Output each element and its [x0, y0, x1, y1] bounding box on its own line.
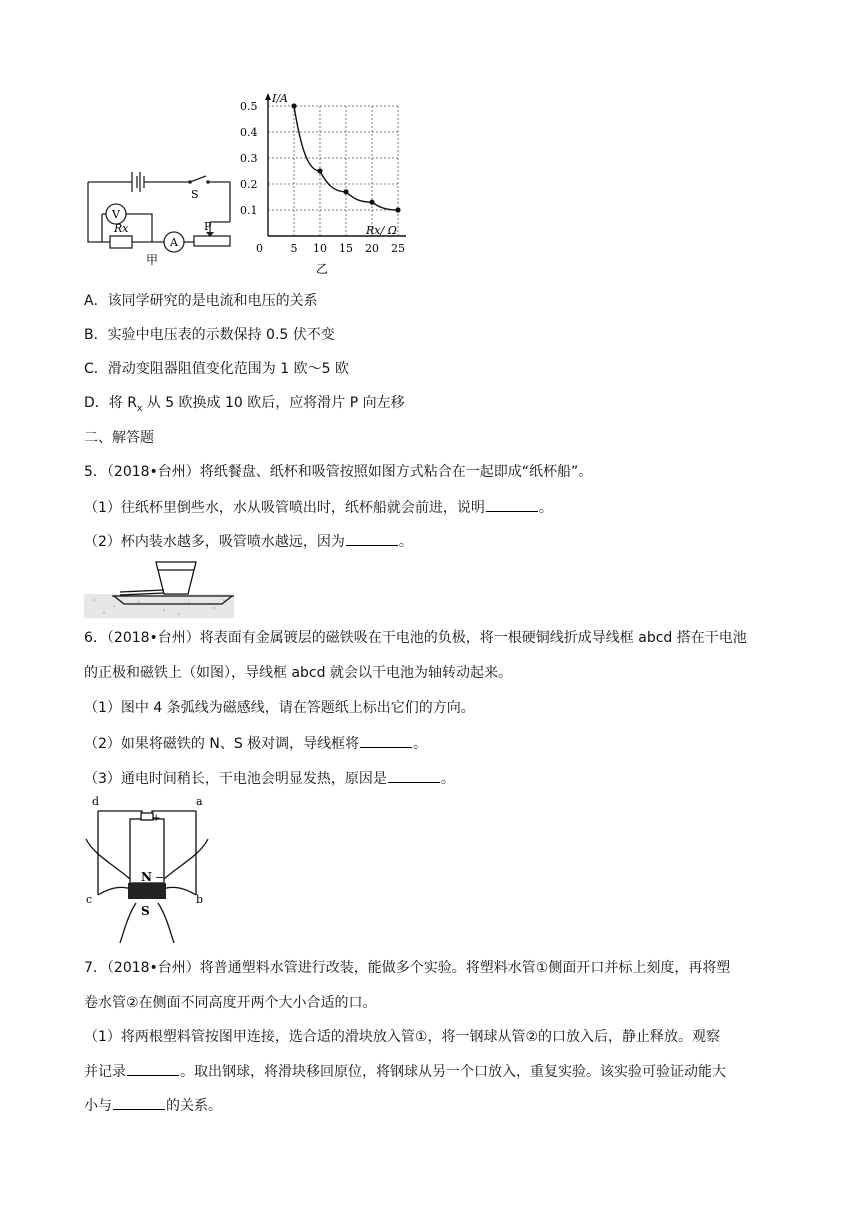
section-title: 二、解答题 — [84, 430, 154, 446]
magnet — [128, 883, 166, 899]
x-tick-label: 15 — [339, 242, 353, 255]
battery-motor-figure — [84, 795, 214, 945]
q6-part3-text: （3）通电时间稍长，干电池会明显发热，原因是 — [84, 771, 387, 787]
data-point — [291, 103, 296, 108]
slider-label: P — [204, 220, 212, 233]
q6-part2 — [84, 733, 427, 754]
y-tick-label: 0.5 — [240, 100, 258, 113]
label-n-pole: N — [141, 870, 152, 884]
label-c: c — [86, 893, 93, 906]
answer-blank[interactable] — [127, 1061, 179, 1076]
q6-stem-line2: 的正极和磁铁上（如图），导线框 abcd 就会以干电池为轴转动起来。 — [84, 665, 512, 681]
q5-part2-end: 。 — [398, 534, 413, 550]
x-axis-label: Rx/ Ω — [366, 224, 397, 237]
q5-part2 — [84, 531, 413, 552]
voltmeter-label: V — [112, 208, 120, 221]
data-point — [369, 200, 374, 205]
q6-part2-end: 。 — [413, 736, 428, 752]
answer-blank[interactable] — [113, 1095, 165, 1110]
q5-part1-text: （1）往纸杯里倒些水，水从吸管喷出时，纸杯船就会前进，说明 — [84, 500, 485, 516]
option-b: B．实验中电压表的示数保持 0.5 伏不变 — [84, 327, 335, 343]
current-resistance-graph — [236, 88, 436, 278]
switch-label: S — [191, 188, 199, 201]
q6-part3-end: 。 — [440, 771, 455, 787]
y-tick-label: 0.1 — [240, 204, 258, 217]
graph-caption: 乙 — [316, 262, 329, 276]
y-tick-label: 0.2 — [240, 178, 258, 191]
q5-stem: 5．（2018•台州）将纸餐盘、纸杯和吸管按照如图方式粘合在一起即成“纸杯船”。 — [84, 464, 593, 480]
y-tick-label: 0.4 — [240, 126, 258, 139]
q5-part1 — [84, 497, 553, 518]
x-tick-label: 5 — [290, 242, 298, 255]
circuit-caption: 甲 — [146, 253, 159, 267]
option-d-post: 从 5 欧换成 10 欧后，应将滑片 P 向左移 — [142, 395, 405, 411]
option-d-pre: D．将 R — [84, 395, 137, 411]
option-d-sub: x — [136, 403, 143, 414]
field-line — [164, 839, 208, 879]
x-tick-label: 20 — [365, 242, 379, 255]
q6-part3 — [84, 768, 455, 789]
wire-frame-bottom-left — [98, 887, 130, 895]
circuit-diagram — [84, 160, 244, 270]
label-d: d — [92, 795, 100, 808]
q7-part1-line3 — [84, 1095, 222, 1116]
field-line — [120, 903, 136, 943]
field-line — [158, 903, 174, 943]
q5-part1-end: 。 — [538, 500, 553, 516]
paper-cup-boat-figure — [84, 556, 234, 618]
answer-blank[interactable] — [486, 497, 538, 512]
q6-stem-line1: 6．（2018•台州）将表面有金属镀层的磁铁吸在干电池的负极，将一根硬铜线折成导线框 abcd 搭在干电池 — [84, 630, 747, 646]
option-d — [84, 393, 405, 419]
q7-part1-line1: （1）将两根塑料管按图甲连接，选合适的滑块放入管①，将一钢球从管②的口放入后，静止释放。观察 — [84, 1029, 721, 1045]
q7-stem-line1: 7．（2018•台州）将普通塑料水管进行改装，能做多个实验。将塑料水管①侧面开口并标上刻度，再将塑 — [84, 960, 731, 976]
resistor-label: Rx — [114, 222, 129, 235]
data-point — [317, 168, 322, 173]
label-a: a — [196, 795, 203, 808]
label-s-pole: S — [141, 904, 150, 918]
data-point — [343, 189, 348, 194]
label-plus: + — [152, 813, 161, 824]
q6-part1: （1）图中 4 条弧线为磁感线，请在答题纸上标出它们的方向。 — [84, 700, 475, 716]
answer-blank[interactable] — [388, 768, 440, 783]
x-tick-label: 10 — [313, 242, 327, 255]
q7-part1-line3-end: 的关系。 — [166, 1098, 222, 1114]
graph-grid — [268, 106, 398, 236]
option-a: A．该同学研究的是电流和电压的关系 — [84, 293, 318, 309]
q6-part2-text: （2）如果将磁铁的 N、S 极对调，导线框将 — [84, 736, 360, 752]
q7-part1-text: 并记录 — [84, 1064, 126, 1080]
paper-cup — [156, 562, 196, 594]
data-point — [395, 207, 400, 212]
straw — [120, 590, 164, 592]
label-minus: − — [155, 871, 165, 884]
label-b: b — [196, 893, 204, 906]
option-c: C．滑动变阻器阻值变化范围为 1 欧～5 欧 — [84, 361, 349, 377]
q5-part2-text: （2）杯内装水越多，吸管喷水越远，因为 — [84, 534, 345, 550]
answer-blank[interactable] — [360, 733, 412, 748]
q7-part1-line3-text: 小与 — [84, 1098, 112, 1114]
y-tick-label: 0.3 — [240, 152, 258, 165]
field-line — [86, 839, 130, 879]
q7-stem-line2: 卷水管②在侧面不同高度开两个大小合适的口。 — [84, 995, 377, 1011]
origin-label: 0 — [256, 242, 263, 255]
x-tick-label: 25 — [391, 242, 405, 255]
y-axis-label: I/A — [272, 92, 288, 105]
answer-blank[interactable] — [346, 531, 398, 546]
q7-part1-text-cont: 。取出钢球，将滑块移回原位，将钢球从另一个口放入，重复实验。该实验可验证动能大 — [180, 1064, 726, 1080]
ammeter-label: A — [170, 236, 178, 249]
q7-part1-line2 — [84, 1061, 726, 1082]
